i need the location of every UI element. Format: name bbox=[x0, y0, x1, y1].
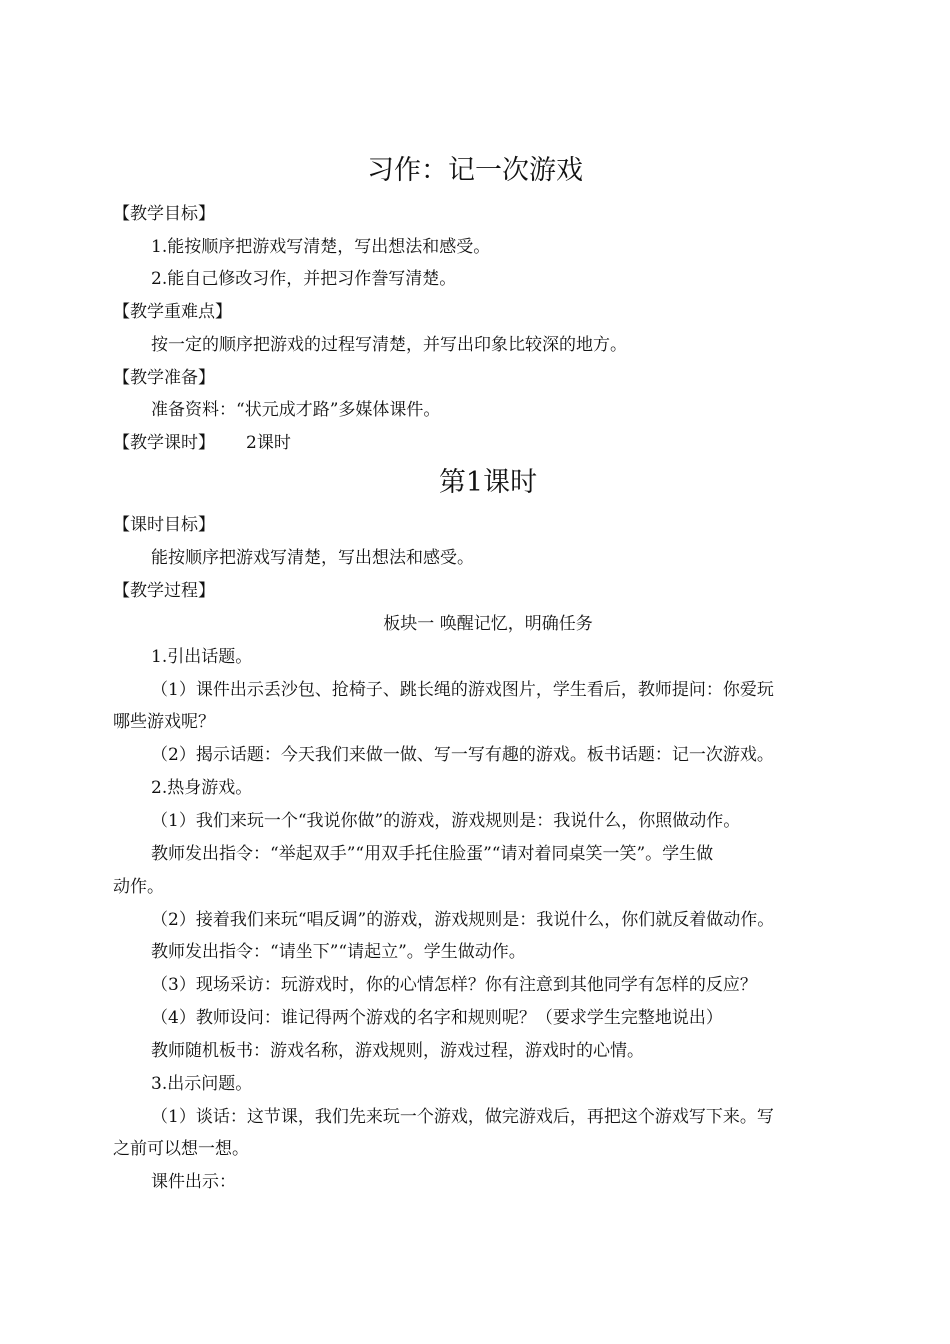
goals-heading: 【教学目标】 bbox=[113, 204, 215, 224]
item-2-paragraph-1b: 教师发出指令：“举起双手”“用双手托住脸蛋”“请对着同桌笑一笑”。学生做 bbox=[151, 844, 714, 864]
item-3-paragraph-1b: 课件出示： bbox=[151, 1172, 236, 1192]
item-2-paragraph-2b: 教师发出指令：“请坐下”“请起立”。学生做动作。 bbox=[151, 942, 526, 962]
lesson-goal-text: 能按顺序把游戏写清楚，写出想法和感受。 bbox=[151, 548, 474, 568]
class-hours-value: 2课时 bbox=[246, 433, 291, 453]
item-3-paragraph-1: （1）谈话：这节课，我们先来玩一个游戏，做完游戏后，再把这个游戏写下来。写 bbox=[151, 1107, 774, 1127]
process-heading: 【教学过程】 bbox=[113, 581, 215, 601]
item-1-paragraph-2: （2）揭示话题：今天我们来做一做、写一写有趣的游戏。板书话题：记一次游戏。 bbox=[151, 745, 774, 765]
key-points-text: 按一定的顺序把游戏的过程写清楚，并写出印象比较深的地方。 bbox=[151, 335, 627, 355]
item-3-paragraph-1-cont: 之前可以想一想。 bbox=[113, 1139, 249, 1159]
preparation-heading: 【教学准备】 bbox=[113, 368, 215, 388]
key-points-heading: 【教学重难点】 bbox=[113, 302, 232, 322]
lesson-title: 第1课时 bbox=[438, 467, 538, 498]
item-2-paragraph-4: （4）教师设问：谁记得两个游戏的名字和规则呢？（要求学生完整地说出） bbox=[151, 1008, 723, 1028]
item-3-heading: 3.出示问题。 bbox=[151, 1074, 253, 1094]
lesson-goal-heading: 【课时目标】 bbox=[113, 515, 215, 535]
item-2-paragraph-1: （1）我们来玩一个“我说你做”的游戏，游戏规则是：我说什么，你照做动作。 bbox=[151, 811, 741, 831]
goal-2: 2.能自己修改习作，并把习作誊写清楚。 bbox=[151, 269, 457, 289]
item-2-paragraph-1b-cont: 动作。 bbox=[113, 877, 164, 897]
item-2-paragraph-3: （3）现场采访：玩游戏时，你的心情怎样？你有注意到其他同学有怎样的反应？ bbox=[151, 975, 757, 995]
item-1-heading: 1.引出话题。 bbox=[151, 647, 253, 667]
preparation-text: 准备资料：“状元成才路”多媒体课件。 bbox=[151, 400, 441, 420]
item-2-heading: 2.热身游戏。 bbox=[151, 778, 253, 798]
item-1-paragraph-1-cont: 哪些游戏呢？ bbox=[113, 712, 215, 732]
item-2-paragraph-2: （2）接着我们来玩“唱反调”的游戏，游戏规则是：我说什么，你们就反着做动作。 bbox=[151, 910, 775, 930]
document-title: 习作：记一次游戏 bbox=[367, 155, 583, 186]
item-1-paragraph-1: （1）课件出示丢沙包、抢椅子、跳长绳的游戏图片，学生看后，教师提问：你爱玩 bbox=[151, 680, 774, 700]
class-hours-heading: 【教学课时】 bbox=[113, 433, 215, 453]
goal-1: 1.能按顺序把游戏写清楚，写出想法和感受。 bbox=[151, 237, 491, 257]
section-title: 板块一 唤醒记忆，明确任务 bbox=[383, 614, 593, 634]
item-2-paragraph-4b: 教师随机板书：游戏名称，游戏规则，游戏过程，游戏时的心情。 bbox=[151, 1041, 644, 1061]
